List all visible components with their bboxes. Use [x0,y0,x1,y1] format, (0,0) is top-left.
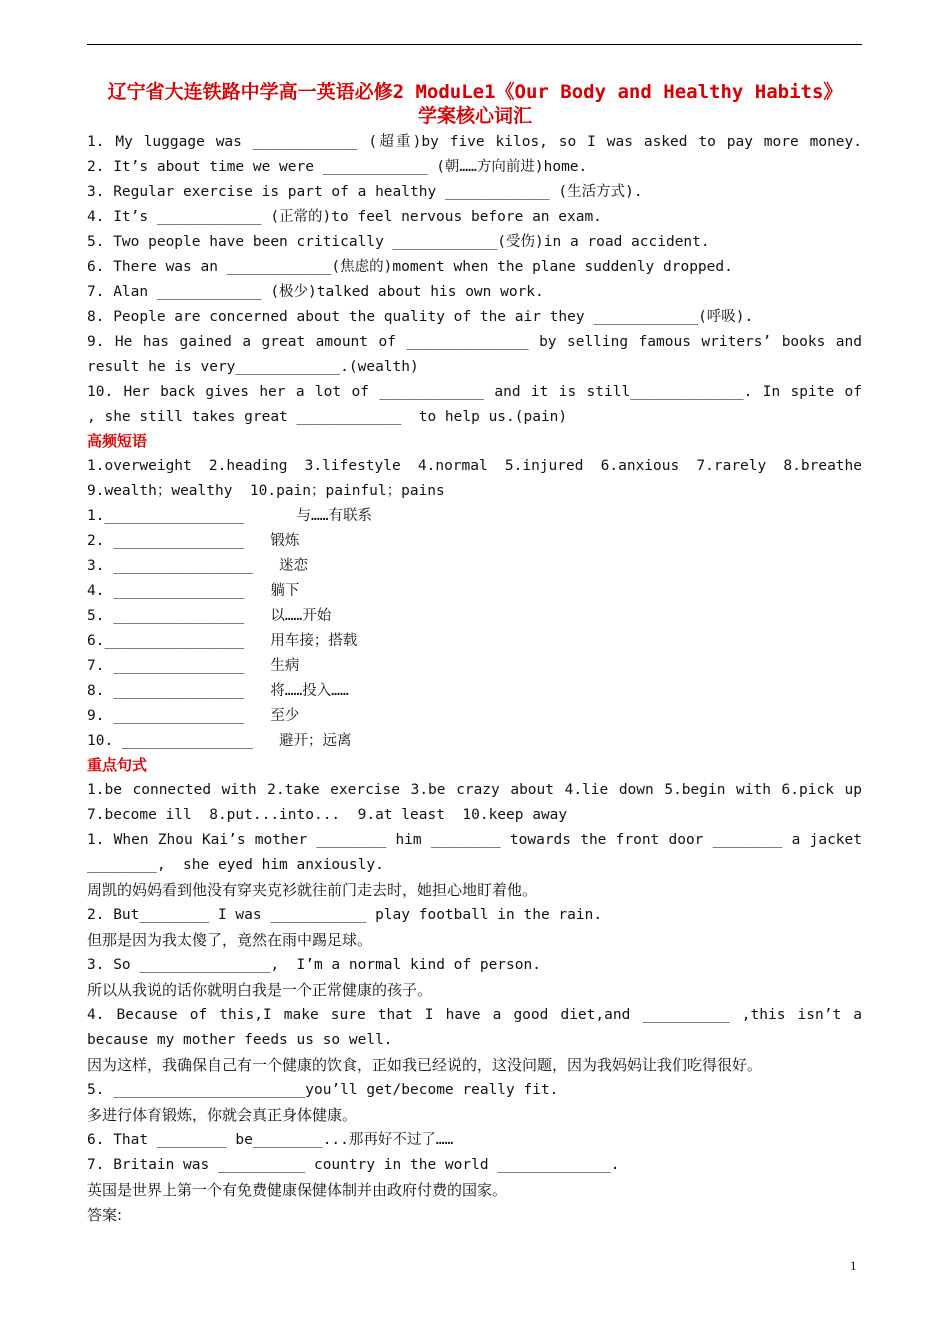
vocab-item: 2. It’s about time we were ____________ (朝……方向前进)home. [87,159,588,175]
vocab-item-continued: result he is very____________.(wealth) [87,359,419,375]
vocab-item: 5. Two people have been critically ____________(受伤)in a road accident. [87,234,710,250]
phrase-item: 8. _______________ 将……投入…… [87,683,349,699]
document-subtitle: 学案核心词汇 [417,105,532,127]
sentence-translation: 因为这样，我确保自己有一个健康的饮食，正如我已经说的，这没问题，因为我妈妈让我们吃得很好。 [87,1056,763,1074]
sentence-translation: 所以从我说的话你就明白我是一个正常健康的孩子。 [87,981,433,999]
section-heading-phrases: 高频短语 [87,432,148,450]
phrase-item: 6.________________ 用车接；搭载 [87,633,358,649]
phrase-item: 5. _______________ 以……开始 [87,608,332,624]
phrase-item: 9. _______________ 至少 [87,708,300,724]
sentence-item: 2. But________ I was ___________ play football in the rain. [87,907,603,923]
sentence-item: 4. Because of this,I make sure that I have a good diet,and __________ ,this isn’t a [87,1007,862,1023]
sentence-translation: 英国是世界上第一个有免费健康保健体制并由政府付费的国家。 [87,1181,508,1199]
document-title: 辽宁省大连铁路中学高一英语必修2 ModuLe1《Our Body and Healthy Habits》 [107,81,843,103]
phrase-item: 4. _______________ 躺下 [87,583,300,599]
phrase-item: 1.________________ 与……有联系 [87,508,372,524]
vocab-answers: 9.wealth；wealthy 10.pain；painful；pains [87,483,445,499]
vocab-item: 9. He has gained a great amount of ______________ by selling famous writers’ books and [87,334,862,350]
sentence-translation: 但那是因为我太傻了，竟然在雨中踢足球。 [87,931,373,949]
section-heading-sentences: 重点句式 [87,756,148,774]
phrase-item: 7. _______________ 生病 [87,658,300,674]
vocab-item: 8. People are concerned about the quality of the air they ____________(呼吸). [87,309,754,325]
phrase-item: 3. ________________ 迷恋 [87,558,309,574]
vocab-item: 7. Alan ____________ (极少)talked about his own work. [87,284,544,300]
sentence-item-continued: because my mother feeds us so well. [87,1032,393,1048]
vocab-answers: 1.overweight 2.heading 3.lifestyle 4.normal 5.injured 6.anxious 7.rarely 8.breathe [87,458,862,474]
answers-label: 答案: [87,1206,123,1224]
phrase-item: 2. _______________ 锻炼 [87,533,300,549]
vocab-item: 1. My luggage was ____________ (超重)by five kilos, so I was asked to pay more money. [87,134,862,150]
sentence-translation: 多进行体育锻炼，你就会真正身体健康。 [87,1106,358,1124]
vocab-item: 3. Regular exercise is part of a healthy ____________ (生活方式). [87,184,643,200]
sentence-item-continued: ________, she eyed him anxiously. [87,857,384,873]
top-rule [87,44,862,45]
sentence-translation: 周凯的妈妈看到他没有穿夹克衫就往前门走去时，她担心地盯着他。 [87,881,538,899]
phrase-item: 10. _______________ 避开；远离 [87,733,352,749]
phrase-answers: 7.become ill 8.put...into... 9.at least 10.keep away [87,807,568,823]
vocab-item-continued: , she still takes great ____________ to help us.(pain) [87,409,568,425]
sentence-item: 5. ______________________you’ll get/become really fit. [87,1082,559,1098]
sentence-item: 7. Britain was __________ country in the world _____________. [87,1157,620,1173]
vocab-item: 10. Her back gives her a lot of ____________ and it is still_____________. In spite of [87,384,862,400]
phrase-answers: 1.be connected with 2.take exercise 3.be crazy about 4.lie down 5.begin with 6.pick up [87,782,862,798]
vocab-item: 6. There was an ____________(焦虑的)moment when the plane suddenly dropped. [87,259,733,275]
sentence-item: 1. When Zhou Kai’s mother ________ him ________ towards the front door ________ a jacket [87,832,862,848]
vocab-item: 4. It’s ____________ (正常的)to feel nervous before an exam. [87,209,602,225]
page-number: 1 [850,1258,857,1273]
sentence-item: 3. So _______________, I’m a normal kind of person. [87,957,541,973]
sentence-item: 6. That ________ be________...那再好不过了…… [87,1132,454,1148]
